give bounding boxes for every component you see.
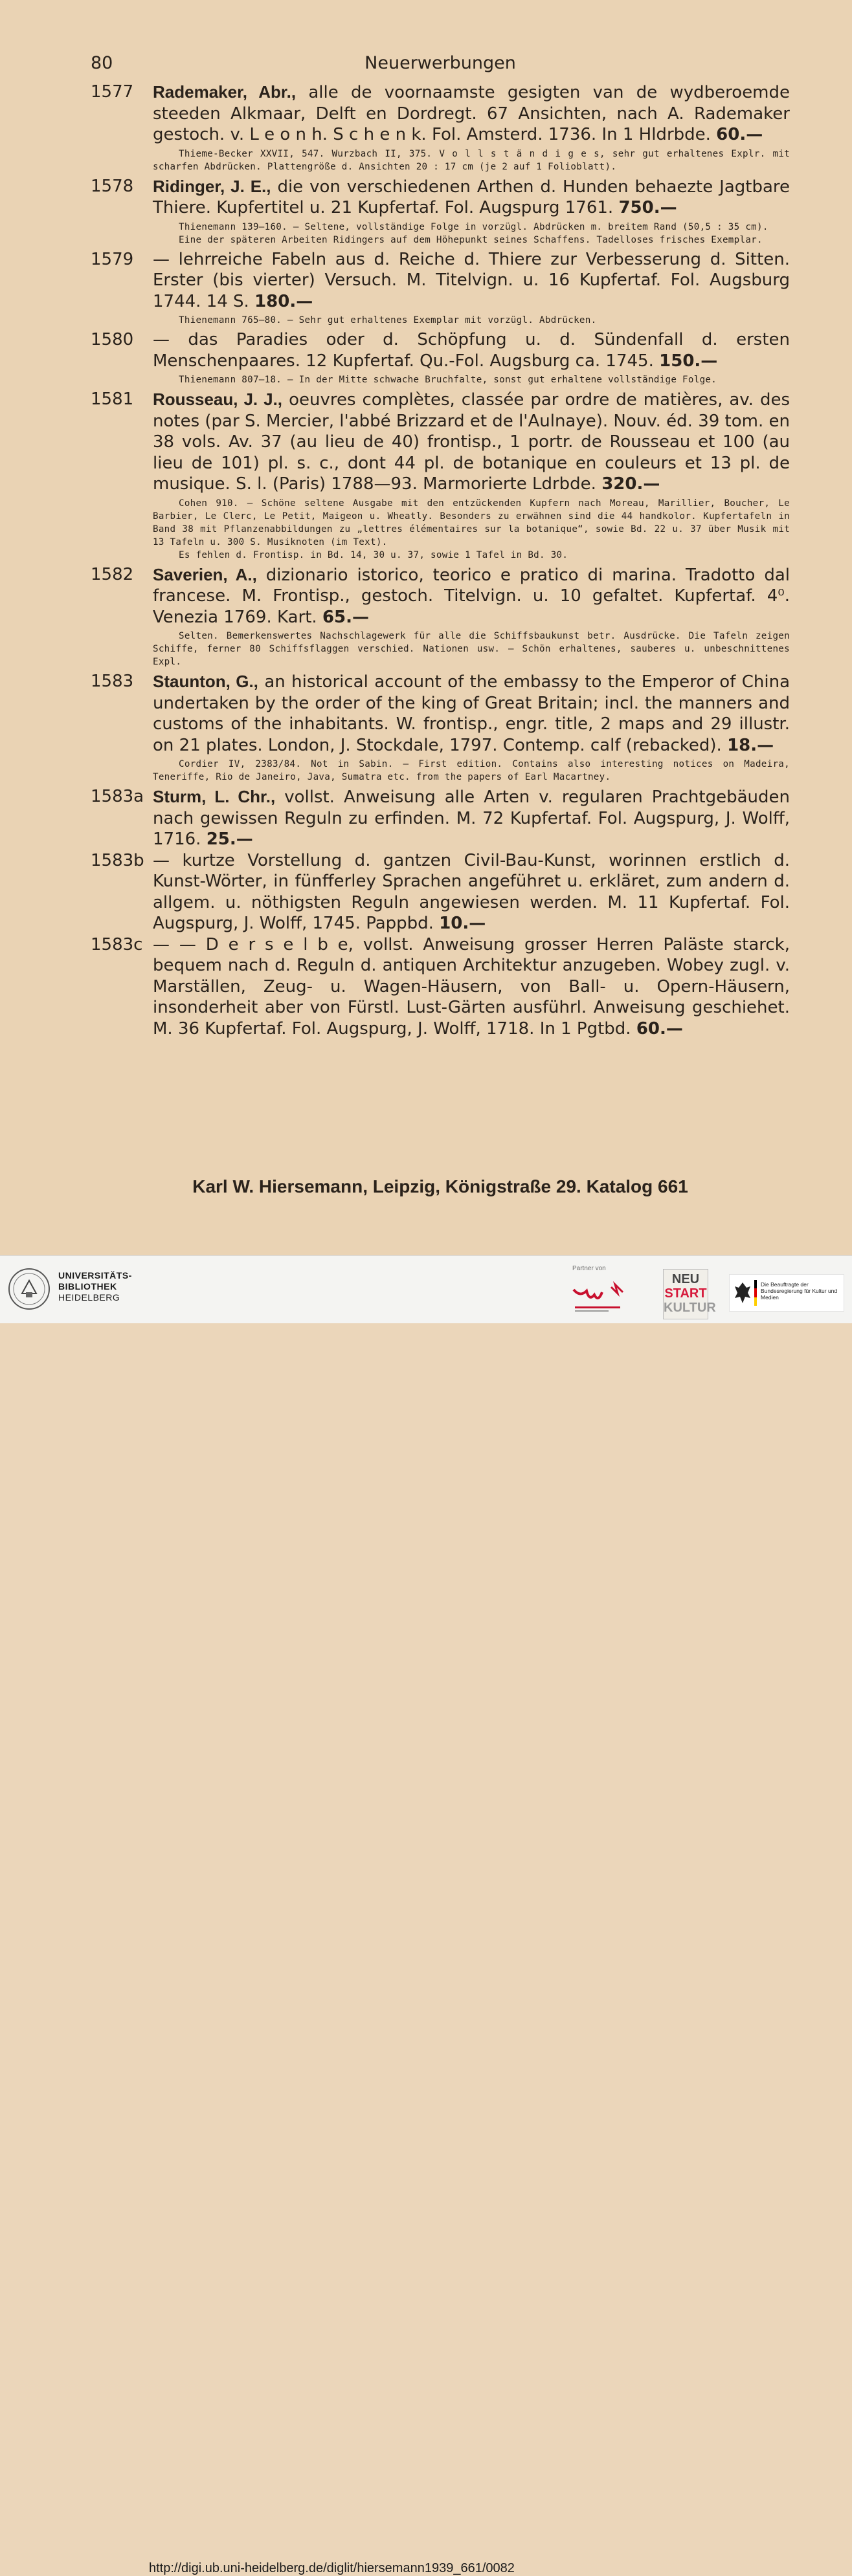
lot-number: 1583 <box>91 672 134 691</box>
federal-commissioner-text: Die Beauftragte der Bundesregierung für Kultur und Medien <box>761 1281 838 1301</box>
entry-author: Sturm, L. Chr., <box>153 787 276 806</box>
catalog-page <box>0 0 852 1255</box>
page-number: 80 <box>91 53 113 73</box>
entry-note <box>153 758 790 784</box>
digitization-banner <box>0 1255 852 2575</box>
lot-number: 1583a <box>91 787 144 806</box>
entry-note <box>153 373 790 386</box>
lot-number: 1581 <box>91 390 134 409</box>
catalog-entry <box>91 82 790 176</box>
entry-title-text: — — D e r s e l b e, vollst. Anweisung grosser Herren Paläste starck, bequem nach d. Reguln d. antiquen Architektur anzugeben. Wobey zugl. v. Marställen, Zeug- u. Wagen-Häusern, von Ball- u. Opern-Häusern, insonderheit aber von Fürstl. Lust-Gärten ausführl. Anweisung geschiehet. M. 36 Kupfertaf. Fol. Augspurg, J. Wolff, 1718. In 1 Pgtbd. <box>153 934 790 1039</box>
library-line: UNIVERSITÄTS- <box>58 1270 132 1281</box>
note-paragraph: Cordier IV, 2383/84. Not in Sabin. — First edition. Contains also interesting notices on Madeira, Teneriffe, Rio de Janeiro, Java, Sumatra etc. from the papers of Earl Macartney. <box>153 759 790 782</box>
entry-price: 60.— <box>716 125 763 144</box>
entry-price: 18.— <box>727 735 774 755</box>
entry-price: 320.— <box>601 474 660 494</box>
entry-title-text: die von verschiedenen Arthen d. Hunden behaezte Jagtbare Thiere. Kupfertitel u. 21 Kupfertaf. Fol. Augspurg 1761. <box>153 177 790 217</box>
entry-price: 150.— <box>659 351 718 371</box>
entry-title-text: oeuvres complètes, classée par ordre de matières, av. des notes (par S. Mercier, l'abbé Brizzard et de l'Aulnaye). Nouv. éd. 39 tom. en 38 vols. Av. 37 (au lieu de 40) frontisp., 1 portr. de Rousseau et 100 (au lieu de 101) pl. s. c., dont 44 pl. de botanique en couleurs et 13 pl. de musique. S. l. (Paris) 1788—93. Marmorierte Ldrbde. <box>153 390 790 494</box>
entry-title-text: alle de voornaamste gesigten van de wydberoemde steeden Alkmaar, Delft en Dordregt. 67 Ansichten, nach A. Rademaker gestoch. v. L e o n h. S c h e n k. Fol. Amsterd. 1736. In 1 Hldrbde. <box>153 83 790 144</box>
catalog-entry <box>91 671 790 786</box>
entry-description <box>153 786 790 850</box>
entry-price: 60.— <box>636 1018 683 1039</box>
publisher-imprint: Karl W. Hiersemann, Leipzig, Königstraße 29. Katalog 661 <box>192 1176 688 1196</box>
entry-price: 750.— <box>618 198 677 217</box>
entry-author: Ridinger, J. E., <box>153 176 271 196</box>
entry-price: 65.— <box>322 607 370 627</box>
library-line: BIBLIOTHEK <box>58 1281 117 1292</box>
catalog-entry <box>91 786 790 850</box>
entry-author: Saverien, A., <box>153 564 257 584</box>
catalog-entry <box>91 564 790 672</box>
entry-note <box>153 221 790 247</box>
catalog-entry <box>91 934 790 1040</box>
entry-description <box>153 934 790 1040</box>
entry-author: Rousseau, J. J., <box>153 390 283 409</box>
entry-body <box>153 176 790 249</box>
note-paragraph: Thienemann 807—18. — In der Mitte schwache Bruchfalte, sonst gut erhaltene vollständige Folge. <box>179 375 717 385</box>
library-line: HEIDELBERG <box>58 1292 120 1303</box>
federal-eagle-icon <box>734 1280 752 1306</box>
note-paragraph: Selten. Bemerkenswertes Nachschlagewerk für alle die Schiffsbaukunst betr. Ausdrücke. Die Tafeln zeigen Schiffe, ferner 80 Schiffsflaggen verschied. Nationen usw. — Schön erhaltenes, sauberes u. unbeschnittenes Expl. <box>153 631 790 667</box>
flag-bars-icon <box>754 1280 757 1306</box>
neustart-word: NEU <box>671 1272 700 1286</box>
catalog-entries <box>91 82 790 1039</box>
entry-body <box>153 671 790 786</box>
entry-description <box>153 82 790 146</box>
entry-title-text: — das Paradies oder d. Schöpfung u. d. Sündenfall d. ersten Menschenpaares. 12 Kupfertaf. Qu.-Fol. Augsburg ca. 1745. <box>153 330 790 371</box>
catalog-entry <box>91 389 790 564</box>
entry-author: Rademaker, Abr., <box>153 82 297 102</box>
entry-note <box>153 148 790 173</box>
lot-number: 1582 <box>91 564 134 584</box>
entry-title-text: — lehrreiche Fabeln aus d. Reiche d. Thiere zur Verbesserung d. Sitten. Erster (bis vierter) Versuch. M. Titelvign. u. 16 Kupfertaf. Fol. Augsburg 1744. 14 S. <box>153 249 790 311</box>
entry-price: 180.— <box>254 291 313 311</box>
entry-description <box>153 389 790 495</box>
catalog-entry <box>91 329 790 389</box>
lot-number: 1577 <box>91 82 134 102</box>
note-paragraph: Thienemann 139—160. — Seltene, vollständige Folge in vorzügl. Abdrücken m. breitem Rand (50,5 : 35 cm). <box>179 221 768 232</box>
note-paragraph: Thieme-Becker XXVII, 547. Wurzbach II, 375. V o l l s t ä n d i g e s, sehr gut erhaltenes Explr. mit scharfen Abdrücken. Plattengröße d. Ansichten 20 : 17 cm (je 2 auf 1 Folioblatt). <box>153 148 790 172</box>
entry-note <box>153 630 790 668</box>
entry-title-text: vollst. Anweisung alle Arten v. regularen Prachtgebäuden nach gewissen Reguln zu erfinden. M. 72 Kupfertaf. Fol. Augspurg, J. Wolff, 1716. <box>153 787 790 849</box>
deutsche-digitale-bibliothek-logo-icon <box>570 1275 640 1316</box>
entry-body <box>153 934 790 1040</box>
page-header <box>91 53 790 79</box>
entry-title-text: an historical account of the embassy to the Emperor of China undertaken by the order of the king of Great Britain; incl. the manners and customs of the inhabitants. W. frontisp., engr. title, 2 maps and 29 illustr. on 21 plates. London, J. Stockdale, 1797. Contemp. calf (rebacked). <box>153 672 790 755</box>
neustart-word: START <box>664 1286 707 1301</box>
lot-number: 1579 <box>91 249 134 269</box>
lot-number: 1578 <box>91 176 134 196</box>
running-title: Neuerwerbungen <box>364 53 516 73</box>
neustart-word: KULTUR <box>664 1301 716 1315</box>
entry-price: 10.— <box>439 914 486 933</box>
permalink-url[interactable]: http://digi.ub.uni-heidelberg.de/diglit/hiersemann1939_661/0082 <box>149 2561 515 2575</box>
university-seal-icon <box>8 1268 50 1310</box>
entry-body <box>153 564 790 672</box>
entry-note <box>153 314 790 327</box>
entry-body <box>153 850 790 934</box>
entry-body <box>153 82 790 176</box>
lot-number: 1580 <box>91 330 134 349</box>
entry-title-text: dizionario istorico, teorico e pratico di marina. Tradotto dal francese. M. Frontisp., gestoch. Titelvign. u. 10 gefaltet. Kupfertaf. 4⁰. Venezia 1769. Kart. <box>153 565 790 627</box>
entry-title-text: — kurtze Vorstellung d. gantzen Civil-Bau-Kunst, worinnen erstlich d. Kunst-Wörter, in fünfferley Sprachen angeführet u. erkläret, zum andern d. allgem. u. nöthigsten Reguln angewiesen werden. M. 11 Kupfertaf. Fol. Augspurg, J. Wolff, 1745. Pappbd. <box>153 850 790 933</box>
federal-commissioner-logo <box>729 1274 844 1312</box>
note-paragraph: Eine der späteren Arbeiten Ridingers auf dem Höhepunkt seines Schaffens. Tadelloses frisches Exemplar. <box>179 234 763 245</box>
catalog-entry <box>91 249 790 330</box>
entry-body <box>153 329 790 389</box>
entry-description <box>153 249 790 313</box>
library-name <box>58 1270 132 1303</box>
entry-body <box>153 249 790 330</box>
entry-description <box>153 850 790 934</box>
entry-body <box>153 389 790 564</box>
catalog-entry <box>91 850 790 934</box>
neustart-kultur-logo <box>663 1269 716 1319</box>
note-paragraph: Es fehlen d. Frontisp. in Bd. 14, 30 u. 37, sowie 1 Tafel in Bd. 30. <box>179 549 568 560</box>
lot-number: 1583b <box>91 850 144 870</box>
catalog-entry <box>91 176 790 249</box>
entry-author: Staunton, G., <box>153 672 258 691</box>
entry-description <box>153 329 790 371</box>
entry-description <box>153 176 790 219</box>
entry-price: 25.— <box>206 830 253 849</box>
note-paragraph: Cohen 910. — Schöne seltene Ausgabe mit den entzückenden Kupfern nach Moreau, Marillier, Boucher, Le Barbier, Le Clerc, Le Petit, Maigeon u. Wheatly. Besonders zu erwähnen sind die 44 handkolor. Kupfertafeln in Band 38 mit Pflanzenabbildungen zu „lettres élémentaires sur la botanique“, sowie Bd. 22 u. 37 über Musik mit 13 Tafeln u. 300 S. Musiknoten (im Text). <box>153 498 790 547</box>
entry-description <box>153 564 790 628</box>
partner-label: Partner von <box>572 1265 606 1272</box>
lot-number: 1583c <box>91 934 143 954</box>
note-paragraph: Thienemann 765—80. — Sehr gut erhaltenes Exemplar mit vorzügl. Abdrücken. <box>179 315 597 325</box>
entry-note <box>153 497 790 562</box>
entry-description <box>153 671 790 756</box>
entry-body <box>153 786 790 850</box>
